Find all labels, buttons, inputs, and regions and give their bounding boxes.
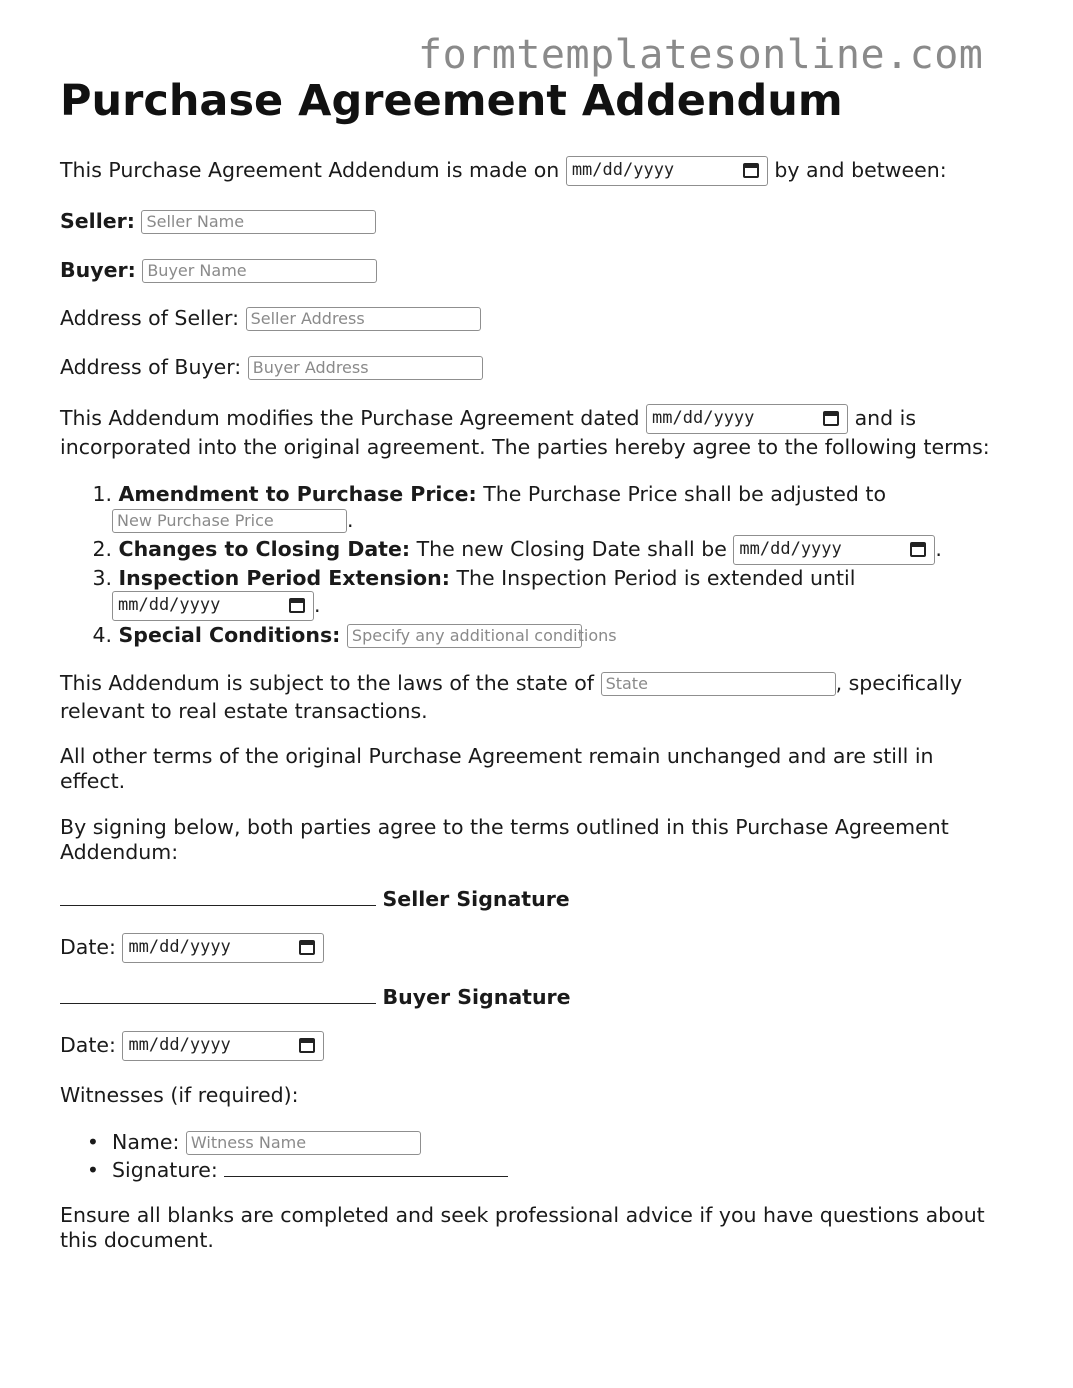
watermark: formtemplatesonline.com — [418, 32, 984, 78]
term-1 — [60, 481, 886, 507]
term-number: 2. — [92, 537, 112, 561]
buyer-date-row — [60, 1031, 324, 1061]
date-placeholder: mm/dd/yyyy — [128, 1035, 231, 1055]
calendar-icon[interactable] — [743, 163, 759, 178]
seller-row — [60, 208, 376, 234]
intro-text-after: by and between: — [774, 158, 947, 182]
witness-signature-line[interactable] — [224, 1156, 508, 1177]
bullet-icon: • — [86, 1130, 112, 1154]
term-3 — [60, 565, 855, 591]
term-end: . — [314, 593, 321, 617]
date-placeholder: mm/dd/yyyy — [128, 937, 231, 957]
witness-signature-label: Signature: — [112, 1158, 218, 1182]
seller-signature-label: Seller Signature — [382, 887, 570, 911]
date-placeholder: mm/dd/yyyy — [652, 408, 755, 428]
original-agreement-date-input[interactable] — [646, 404, 848, 434]
date-placeholder: mm/dd/yyyy — [118, 595, 221, 615]
seller-address-label: Address of Seller: — [60, 306, 240, 330]
term-title: Amendment to Purchase Price: — [118, 482, 477, 506]
buyer-signature-line[interactable] — [60, 983, 376, 1004]
buyer-label: Buyer: — [60, 258, 136, 282]
modifies-line — [60, 404, 916, 434]
buyer-address-label: Address of Buyer: — [60, 355, 242, 379]
laws-text: This Addendum is subject to the laws of the state of — [60, 671, 595, 695]
intro-text: This Purchase Agreement Addendum is made on — [60, 158, 560, 182]
modifies-text-after: and is — [854, 406, 917, 430]
buyer-name-input[interactable]: Buyer Name — [142, 259, 377, 283]
term-3-input-line — [112, 591, 321, 621]
calendar-icon[interactable] — [910, 542, 926, 557]
term-end: . — [935, 537, 942, 561]
laws-line — [60, 670, 962, 696]
seller-date-row — [60, 933, 324, 963]
witness-signature-row — [60, 1156, 508, 1183]
term-number: 3. — [92, 566, 112, 590]
term-title: Changes to Closing Date: — [118, 537, 411, 561]
witness-name-label: Name: — [112, 1130, 180, 1154]
bullet-icon: • — [86, 1158, 112, 1182]
witnesses-heading: Witnesses (if required): — [60, 1083, 299, 1107]
term-text: The Purchase Price shall be adjusted to — [483, 482, 887, 506]
term-title: Special Conditions: — [118, 623, 341, 647]
term-number: 1. — [92, 482, 112, 506]
buyer-signature-label: Buyer Signature — [382, 985, 571, 1009]
unchanged-line-2: effect. — [60, 769, 126, 793]
term-1-input-line — [112, 507, 354, 533]
modifies-text: This Addendum modifies the Purchase Agreement dated — [60, 406, 640, 430]
buyer-date-input[interactable] — [122, 1031, 324, 1061]
page-title: Purchase Agreement Addendum — [60, 76, 843, 126]
term-number: 4. — [92, 623, 112, 647]
footer-line-2: this document. — [60, 1228, 214, 1252]
special-conditions-input[interactable]: Specify any additional conditions — [347, 624, 582, 648]
term-end: . — [347, 508, 354, 532]
buyer-address-input[interactable]: Buyer Address — [248, 356, 483, 380]
calendar-icon[interactable] — [299, 1038, 315, 1053]
seller-address-row — [60, 305, 481, 331]
laws-line-2: relevant to real estate transactions. — [60, 699, 428, 723]
footer-line-1: Ensure all blanks are completed and seek professional advice if you have questions about — [60, 1203, 985, 1227]
buyer-date-label: Date: — [60, 1033, 116, 1057]
seller-signature-line[interactable] — [60, 885, 376, 906]
calendar-icon[interactable] — [289, 598, 305, 613]
term-title: Inspection Period Extension: — [118, 566, 450, 590]
date-placeholder: mm/dd/yyyy — [571, 160, 675, 180]
laws-text-after: , specifically — [835, 671, 963, 695]
buyer-row — [60, 257, 377, 283]
seller-name-input[interactable]: Seller Name — [141, 210, 376, 234]
witness-name-input[interactable]: Witness Name — [186, 1131, 421, 1155]
seller-date-input[interactable] — [122, 933, 324, 963]
intro-line — [60, 156, 947, 186]
signing-line-1: By signing below, both parties agree to the terms outlined in this Purchase Agreement — [60, 815, 949, 839]
state-input[interactable]: State — [601, 672, 836, 696]
modifies-line-2: incorporated into the original agreement. The parties hereby agree to the following terms: — [60, 435, 990, 459]
calendar-icon[interactable] — [823, 411, 839, 426]
buyer-address-row — [60, 354, 483, 380]
term-text: The Inspection Period is extended until — [456, 566, 856, 590]
agreement-date-input[interactable] — [566, 156, 768, 186]
seller-label: Seller: — [60, 209, 135, 233]
closing-date-input[interactable] — [733, 535, 935, 565]
new-purchase-price-input[interactable]: New Purchase Price — [112, 509, 347, 533]
unchanged-line-1: All other terms of the original Purchase Agreement remain unchanged and are still in — [60, 744, 934, 768]
date-placeholder: mm/dd/yyyy — [739, 539, 842, 559]
inspection-date-input[interactable] — [112, 591, 314, 621]
witness-name-row — [60, 1129, 421, 1155]
seller-signature-row — [60, 885, 570, 912]
buyer-signature-row — [60, 983, 571, 1010]
term-text: The new Closing Date shall be — [416, 537, 727, 561]
signing-line-2: Addendum: — [60, 840, 179, 864]
term-4 — [60, 622, 617, 648]
seller-address-input[interactable]: Seller Address — [246, 307, 481, 331]
seller-date-label: Date: — [60, 935, 116, 959]
calendar-icon[interactable] — [299, 940, 315, 955]
term-2 — [60, 535, 942, 565]
